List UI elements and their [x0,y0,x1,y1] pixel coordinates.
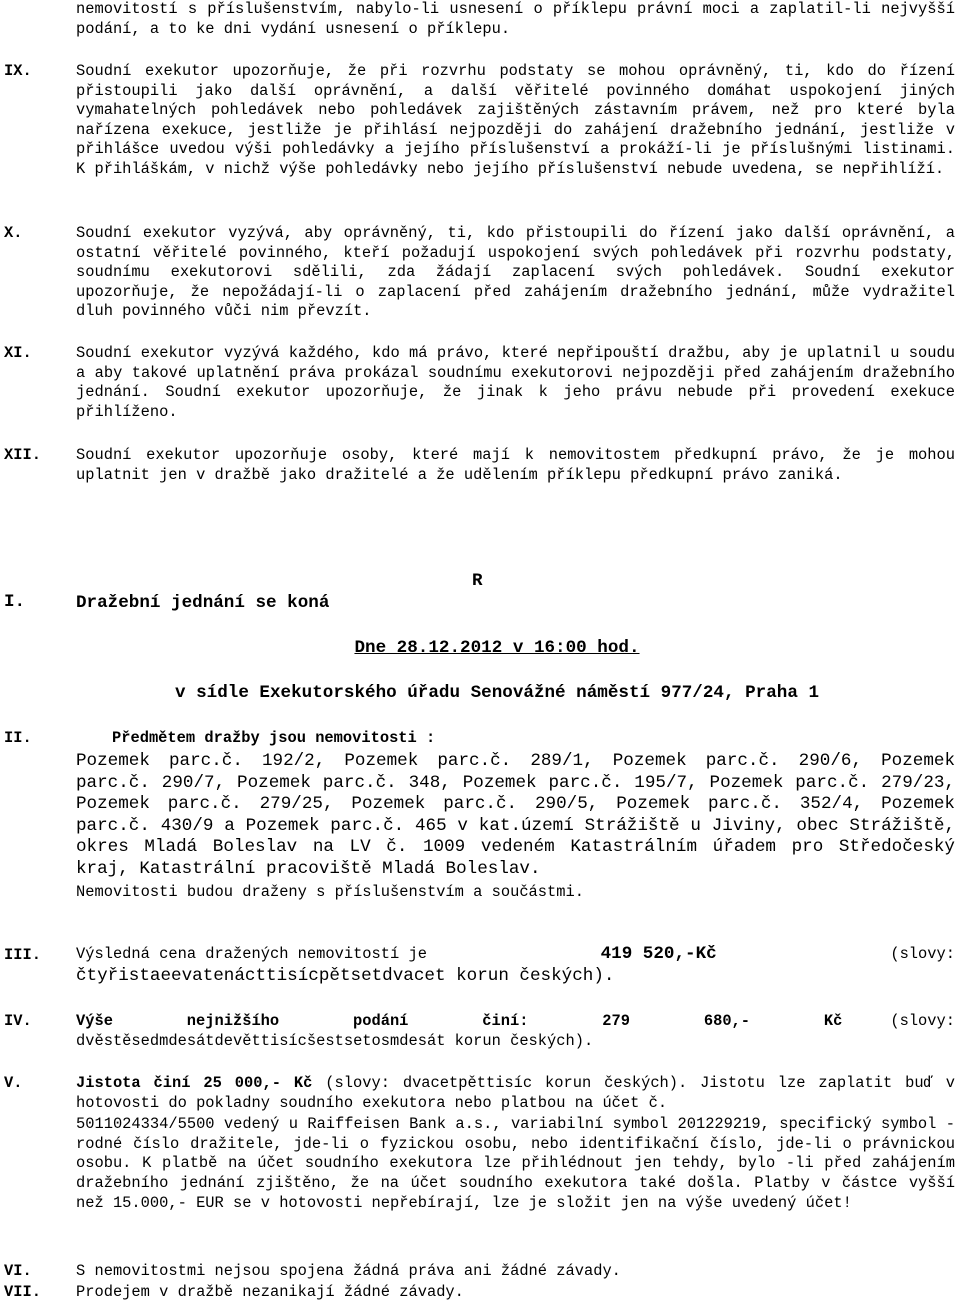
continuation-paragraph: nemovitostí s příslušenstvím, nabylo-li usnesení o příklepu právní moci a zaplatil-li nejvyšší podání, a to ke dni vydání usnesení o příklepu. [76,0,955,38]
auction-number-iv: IV. [4,1012,32,1030]
auction-number-iii: III. [4,946,41,964]
price-words: čtyřistaeevatenácttisícpětsetdvacet korun českých). [76,965,615,986]
deposit-paragraph [76,1074,955,1213]
auction-number-ii: II. [4,729,32,747]
section-text-ix: Soudní exekutor upozorňuje, že při rozvrhu podstaty se mohou oprávněný, ti, kdo do řízení přistoupili jako další oprávnění, a další věřitelé povinného domáhat uspokojení jiných vymahatelných pohledávek nebo pohledávek zajištěných zástavním právem, než pro které byla nařízena exekuce, jestliže je přihlásí nejpozději do zahájení dražebního jednání, jestliže v přihlášce uvedou výši pohledávky a jejího příslušenství a prokáží-li je příslušnými listinami. K přihláškám, v nichž výše pohledávky nebo jejího příslušenství nebude uvedena, se nepřihlíží. [76,62,955,178]
auction-subject-heading: Předmětem dražby jsou nemovitosti : [112,729,436,747]
accessories-note: Nemovitosti budou draženy s příslušenstvím a součástmi. [76,882,584,901]
auction-number-i: I. [4,592,26,612]
parcel-list: Pozemek parc.č. 192/2, Pozemek parc.č. 289/1, Pozemek parc.č. 290/6, Pozemek parc.č. 290/7, Pozemek parc.č. 348, Pozemek parc.č. 195/7, Pozemek parc.č. 279/23, Pozemek parc.č. 279/25, Pozemek parc.č. 290/5, Pozemek parc.č. 352/4, Pozemek parc.č. 430/9 a Pozemek parc.č. 465 v kat.území Strážiště u Jiviny, obec Strážiště, okres Mladá Boleslav na LV č. 1009 vedeném Katastrálním úřadem pro Středočeský kraj, Katastrální pracoviště Mladá Boleslav. [76,751,955,879]
minimum-bid-line [76,1012,955,1032]
minimum-bid-paragraph [76,1012,955,1051]
auction-date: Dne 28.12.2012 v 16:00 hod. [354,638,640,658]
rights-paragraph: S nemovitostmi nejsou spojena žádná práva ani žádné závady. [76,1262,621,1280]
auction-heading: Dražební jednání se koná [76,593,330,613]
minimum-bid-label: Výše nejnižšího podání činí: 279 680,- Kč [76,1012,843,1030]
minimum-bid-words: dvěstěsedmdesátdevěttisícšestsetosmdesát korun českých). [76,1031,594,1050]
deposit-text-a: (slovy: dvacetpěttisíc korun českých). Jistotu lze zaplatit buď v hotovosti do pokladny soudního exekutora nebo platbou na účet č. [76,1074,955,1112]
minimum-bid-slovy: (slovy: [890,1012,955,1030]
section-number-ix: IX. [4,62,32,80]
price-amount: 419 520,-Kč [600,944,717,964]
price-line [76,943,955,966]
section-number-x: X. [4,224,23,242]
section-text-xii: Soudní exekutor upozorňuje osoby, které mají k nemovitostem předkupní právo, že je mohou uplatnit jen v dražbě jako dražitelé a že udělením příklepu předkupní právo zaniká. [76,446,955,484]
price-text-a: Výsledná cena dražených nemovitostí je [76,945,427,963]
section-text-x: Soudní exekutor vyzývá, aby oprávněný, ti, kdo přistoupili do řízení jako další oprávnění, a ostatní věřitelé povinného, kteří požadují uspokojení svých pohledávek při rozvrhu podstaty, soudnímu exekutorovi sdělili, zda žádají zaplacení svých pohledávek. Soudní exekutor upozorňuje, že nepožádají-li o zaplacení před zahájením dražebního jednání, může vydražitel dluh povinného vůči nim převzít. [76,224,955,321]
auction-number-vi: VI. [4,1262,32,1280]
auction-place: v sídle Exekutorského úřadu Senovážné náměstí 977/24, Praha 1 [174,683,820,703]
deposit-first [76,1074,955,1113]
auction-subject-block [76,751,955,903]
section-number-xii: XII. [4,446,41,464]
auction-number-vii: VII. [4,1283,41,1301]
section-number-xi: XI. [4,344,32,362]
deposit-text-b: 5011024334/5500 vedený u Raiffeisen Bank a.s., variabilní symbol 201229219, specifický symbol - rodné číslo dražitele, jde-li o fyzickou osobu, nebo identifikační číslo, jde-li o právnickou osobu. K platbě na účet soudního exekutora lze přihlédnout jen tehdy, bylo -li před zahájením dražebního jednání zjištěno, že na účet soudního exekutora také došla. Platby v částce vyšší než 15.000,- EUR se v hotovosti nepřebírají, lze je složit jen na výše uvedený účet! [76,1115,955,1212]
price-text-b: (slovy: [890,945,955,963]
r-mark: R [472,571,483,591]
deposit-label: Jistota činí 25 000,- Kč [76,1074,313,1092]
defects-paragraph: Prodejem v dražbě nezanikají žádné závady. [76,1283,464,1301]
auction-number-v: V. [4,1074,23,1092]
section-text-xi: Soudní exekutor vyzývá každého, kdo má právo, které nepřipouští dražbu, aby je uplatnil u soudu a aby takové uplatnění práva prokázal soudnímu exekutorovi nejpozději před zahájením dražebního jednání. Soudní exekutor upozorňuje, že jinak k jeho právu nebude při provedení exekuce přihlíženo. [76,344,955,421]
price-paragraph [76,943,955,987]
